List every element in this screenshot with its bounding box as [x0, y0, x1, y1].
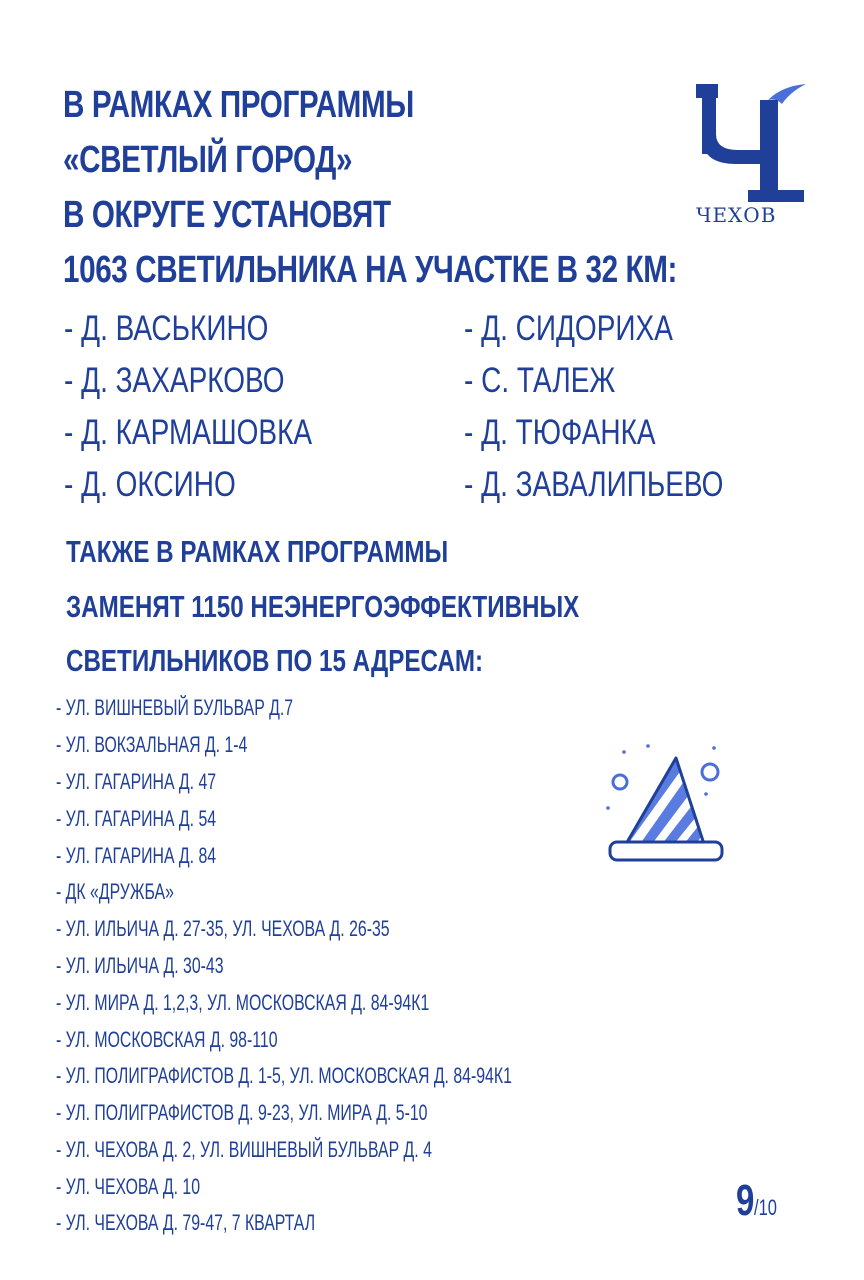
address-item: - УЛ. ГАГАРИНА Д. 54 [56, 806, 217, 831]
address-item: - УЛ. ГАГАРИНА Д. 47 [56, 769, 217, 794]
headline-line-3: В ОКРУГЕ УСТАНОВЯТ [63, 194, 391, 236]
logo-caption: ЧЕХОВ [696, 203, 777, 227]
address-item: - УЛ. ЧЕХОВА Д. 79-47, 7 КВАРТАЛ [56, 1210, 316, 1235]
headline-line-1: В РАМКАХ ПРОГРАММЫ [63, 84, 414, 126]
village-item: - Д. СИДОРИХА [464, 309, 673, 348]
address-item: - УЛ. ИЛЬИЧА Д. 30-43 [56, 953, 224, 978]
headline-line-4: 1063 СВЕТИЛЬНИКА НА УЧАСТКЕ В 32 КМ: [63, 249, 678, 291]
village-item: - Д. КАРМАШОВКА [64, 413, 313, 452]
village-item: - Д. ЗАХАРКОВО [64, 361, 285, 400]
subheadline-line-3: СВЕТИЛЬНИКОВ ПО 15 АДРЕСАМ: [66, 643, 484, 678]
headline-line-2: «СВЕТЛЫЙ ГОРОД» [63, 139, 353, 181]
address-item: - УЛ. ЧЕХОВА Д. 10 [56, 1174, 201, 1199]
address-item: - УЛ. ЧЕХОВА Д. 2, УЛ. ВИШНЕВЫЙ БУЛЬВАР Д. 4 [56, 1137, 432, 1162]
address-item: - ДК «ДРУЖБА» [56, 879, 174, 904]
village-item: - Д. ВАСЬКИНО [64, 309, 269, 348]
village-item: - Д. ТЮФАНКА [464, 413, 656, 452]
address-item: - УЛ. МИРА Д. 1,2,3, УЛ. МОСКОВСКАЯ Д. 84-94К1 [56, 990, 430, 1015]
page-total: /10 [754, 1195, 778, 1220]
village-item: - Д. ОКСИНО [64, 465, 236, 504]
address-item: - УЛ. ПОЛИГРАФИСТОВ Д. 1-5, УЛ. МОСКОВСКАЯ Д. 84-94К1 [56, 1063, 512, 1088]
address-item: - УЛ. ПОЛИГРАФИСТОВ Д. 9-23, УЛ. МИРА Д. 5-10 [56, 1100, 428, 1125]
party-hat-icon [600, 740, 730, 870]
address-item: - УЛ. ГАГАРИНА Д. 84 [56, 843, 217, 868]
subheadline-line-1: ТАКЖЕ В РАМКАХ ПРОГРАММЫ [66, 534, 449, 569]
page-current: 9 [736, 1176, 755, 1225]
address-item: - УЛ. ВОКЗАЛЬНАЯ Д. 1-4 [56, 732, 248, 757]
page-indicator [736, 1176, 785, 1226]
address-item: - УЛ. ИЛЬИЧА Д. 27-35, УЛ. ЧЕХОВА Д. 26-35 [56, 916, 390, 941]
address-item: - УЛ. МОСКОВСКАЯ Д. 98-110 [56, 1027, 278, 1052]
village-item: - Д. ЗАВАЛИПЬЕВО [464, 465, 724, 504]
village-item: - С. ТАЛЕЖ [464, 361, 616, 400]
address-item: - УЛ. ВИШНЕВЫЙ БУЛЬВАР Д.7 [56, 695, 294, 720]
subheadline-line-2: ЗАМЕНЯТ 1150 НЕЭНЕРГОЭФФЕКТИВНЫХ [66, 589, 580, 624]
